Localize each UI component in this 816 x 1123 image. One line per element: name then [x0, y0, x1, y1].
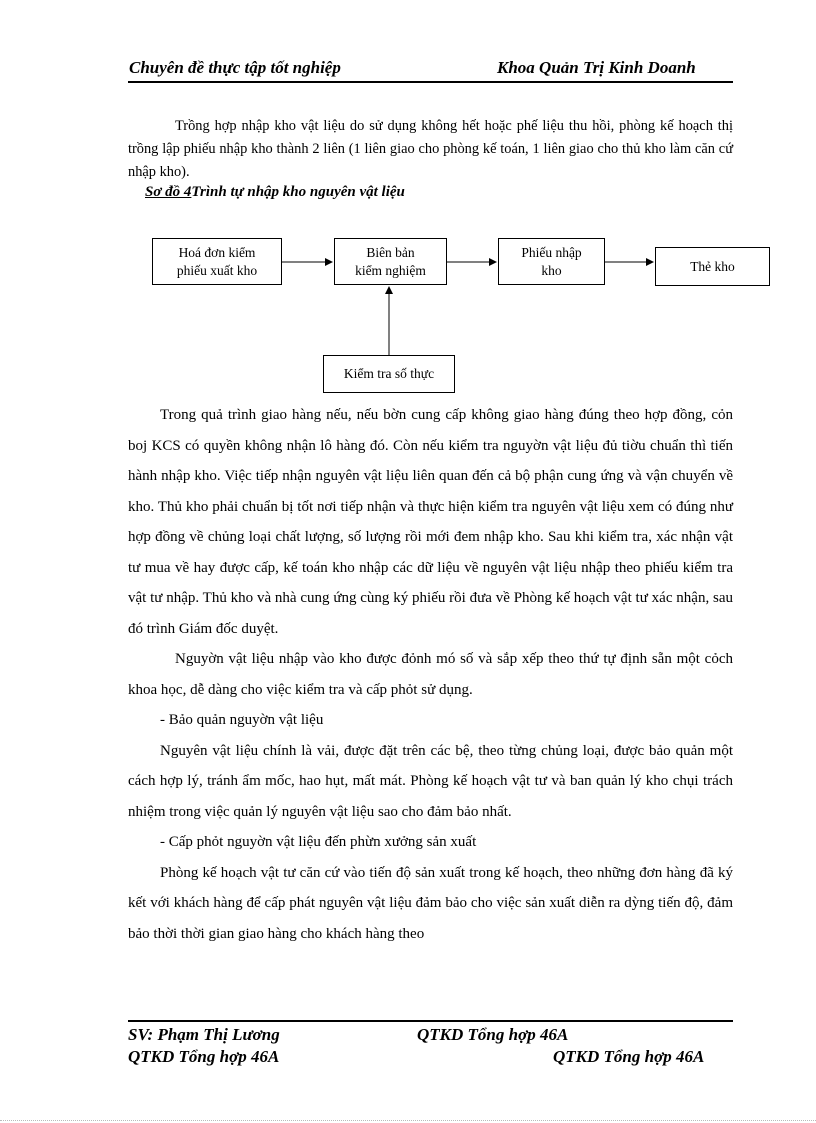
figure-caption — [145, 184, 405, 201]
box-inspection-report — [334, 238, 447, 285]
figure-label: Sơ đồ 4 — [145, 184, 192, 200]
box-inspection-line2: kiểm nghiệm — [355, 262, 426, 278]
box-receipt-slip — [498, 238, 605, 285]
box-invoice-line2: phiếu xuất kho — [176, 262, 258, 278]
body-paragraph-4: Phòng kế hoạch vật tư căn cứ vào tiến độ sản xuất trong kế hoạch, theo những đơn hàng đã ký kết với khách hàng để cấp phát nguyên vật liệu đảm bảo cho việc sản xuất diễn ra dỳng tiến độ, đảm bảo thời thời gian giao hàng cho khách hàng theo — [128, 864, 733, 942]
header-left: Chuyên đề thực tập tốt nghiệp — [129, 58, 341, 77]
footer-rule — [128, 1020, 733, 1022]
intro-paragraph: Trồng hợp nhập kho vật liệu do sử dụng không hết hoặc phế liệu thu hồi, phòng kế hoạch thị trồng lập phiếu nhập kho thành 2 liên (1 liên giao cho phòng kế toán, 1 liên giao cho thủ kho làm căn cứ nhập kho). — [128, 118, 733, 180]
box-stock-card-label: Thẻ kho — [690, 258, 735, 274]
header-rule — [128, 81, 733, 83]
box-receipt-line1: Phiếu nhập — [521, 244, 582, 260]
body-paragraph-1: Trong quả trình giao hàng nếu, nếu bờn cung cấp không giao hàng đúng theo hợp đồng, cỏn boj KCS có quyền không nhận lô hàng đó. Còn nếu kiểm tra nguyờn vật liệu đủ tiờu chuẩn thì tiến hành nhập kho. Việc tiếp nhận nguyên vật liệu liên quan đến cả bộ phận cung ứng và vận chuyển về kho. Thủ kho phải chuẩn bị tốt nơi tiếp nhận và thực hiện kiểm tra nguyên vật liệu xem có đúng như hợp đồng về chủng loại chất lượng, số lượng rồi mới đem nhập kho. Sau khi kiểm tra, xác nhận vật tư mua về hay được cấp, kế toán kho nhập các dữ liệu về nguyên vật liệu nhập theo phiếu kiểm tra vật tư nhập. Thủ kho và nhà cung ứng cùng ký phiếu rồi đưa về Phòng kế hoạch vật tư xác nhận, sau đó trình Giám đốc duyệt. — [128, 407, 733, 637]
body-bullet-issue: - Cấp phỏt nguyờn vật liệu đến phừn xưởng sản xuất — [160, 834, 477, 850]
box-inspection-line1: Biên bản — [366, 244, 415, 260]
body-paragraph-2: Nguyờn vật liệu nhập vào kho được đỏnh mó số và sắp xếp theo thứ tự định sẵn một cỏch khoa học, dễ dàng cho việc kiểm tra và cấp phỏt sử dụng. — [128, 651, 733, 698]
box-actual-check-label: Kiểm tra số thực — [343, 366, 435, 381]
header-right: Khoa Quản Trị Kinh Doanh — [497, 58, 696, 77]
box-invoice-line1: Hoá đơn kiểm — [178, 244, 256, 260]
figure-title: Trình tự nhập kho nguyên vật liệu — [191, 184, 405, 200]
body-paragraph-3: Nguyên vật liệu chính là vải, được đặt trên các bệ, theo từng chủng loại, được bảo quản một cách hợp lý, tránh ẩm mốc, hao hụt, mất mát. Phòng kế hoạch vật tư và ban quản lý kho chụi trách nhiệm trong việc quản lý nguyên vật liệu sao cho đảm bảo nhất. — [128, 742, 733, 820]
box-stock-card — [655, 247, 770, 286]
box-receipt-line2: kho — [541, 262, 562, 278]
body-text — [128, 400, 733, 949]
box-invoice — [152, 238, 282, 285]
body-bullet-storage: - Bảo quản nguyờn vật liệu — [160, 712, 324, 728]
footer-class-right: QTKD Tổng hợp 46A — [553, 1047, 705, 1066]
page-edge-dotted-line — [0, 1120, 816, 1121]
box-actual-check — [323, 355, 455, 393]
footer-class-center: QTKD Tổng hợp 46A — [417, 1025, 569, 1044]
footer-class-left: QTKD Tổng hợp 46A — [128, 1047, 280, 1066]
footer-student: SV: Phạm Thị Lương — [128, 1025, 280, 1044]
